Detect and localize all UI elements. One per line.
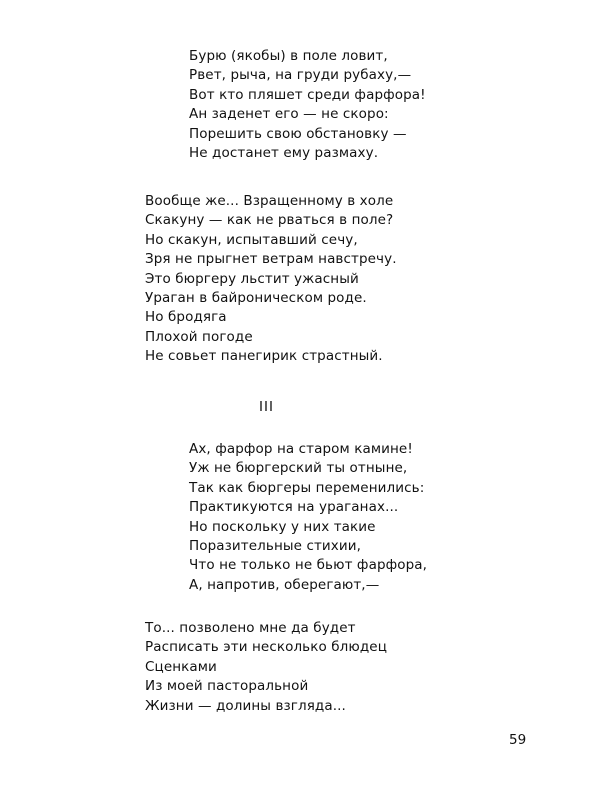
- poem-line: Что не только не бьют фарфора,: [189, 557, 428, 574]
- poem-line: Практикуются на ураганах...: [189, 499, 399, 516]
- poem-line: Ураган в байроническом роде.: [145, 289, 367, 306]
- page-number: 59: [509, 732, 527, 748]
- poem-stanza: [189, 47, 426, 163]
- poem-stanza: [145, 192, 397, 367]
- poem-line: Сценками: [145, 658, 217, 675]
- poem-line: Плохой погоде: [145, 328, 253, 345]
- poem-line: Порешить свою обстановку —: [189, 125, 407, 142]
- poem-line: Жизни — долины взгляда...: [145, 697, 346, 714]
- poem-line: Но поскольку у них такие: [189, 518, 376, 535]
- poem-line: Но скакун, испытавший сечу,: [145, 231, 358, 248]
- poem-line: Так как бюргеры переменились:: [189, 479, 425, 496]
- poem-line: Это бюргеру льстит ужасный: [145, 270, 359, 287]
- section-number: III: [259, 399, 274, 415]
- poem-line: Ан заденет его — не скоро:: [189, 106, 389, 123]
- poem-line: Рвет, рыча, на груди рубаху,—: [189, 67, 412, 84]
- poem-line: Ах, фарфор на старом камине!: [189, 441, 413, 457]
- poem-line: То... позволено мне да будет: [145, 620, 356, 636]
- poem-line: Но бродяга: [145, 309, 227, 326]
- poem-line: Зря не прыгнет ветрам навстречу.: [145, 251, 397, 268]
- poem-line: Бурю (якобы) в поле ловит,: [189, 48, 388, 64]
- poem-line: Не совьет панегирик страстный.: [145, 348, 383, 365]
- poem-line: Вот кто пляшет среди фарфора!: [189, 86, 426, 103]
- poem-line: А, напротив, оберегают,—: [189, 576, 380, 593]
- poem-line: Скакуну — как не рваться в поле?: [145, 212, 394, 229]
- poem-stanza: [145, 619, 387, 716]
- poem-line: Не достанет ему размаху.: [189, 144, 379, 161]
- poem-line: Поразительные стихии,: [189, 537, 362, 554]
- poem-line: Расписать эти несколько блюдец: [145, 639, 387, 656]
- poem-line: Вообще же... Взращенному в холе: [145, 193, 394, 209]
- poem-line: Из моей пасторальной: [145, 678, 309, 695]
- poem-stanza: [189, 440, 427, 595]
- poem-line: Уж не бюргерский ты отныне,: [189, 460, 408, 477]
